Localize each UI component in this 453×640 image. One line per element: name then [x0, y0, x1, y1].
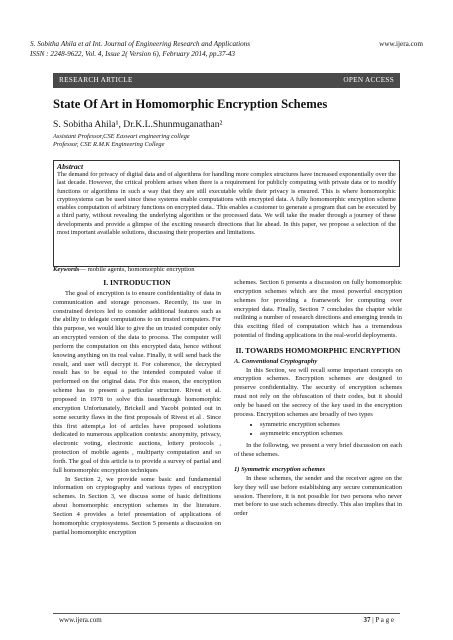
- abstract-heading: Abstract: [57, 162, 84, 171]
- article-type-label: RESEARCH ARTICLE: [59, 76, 133, 84]
- section-1-heading: I. INTRODUCTION: [103, 278, 171, 287]
- keywords-label: Keywords: [53, 266, 80, 273]
- keywords-line: [53, 266, 195, 273]
- subsection-1-heading: 1) Symmetric encryption schemes: [234, 466, 326, 474]
- right-column: [234, 279, 402, 519]
- symmetric-paragraph: In these schemes, the sender and the receiver agree on the key they will use before establishing any secure communication session. Therefore, it is not possible for two persons who never met before to use such schemes directly. This also implies that in order: [234, 474, 402, 518]
- subsection-a-paragraph: In this Section, we will recall some important concepts on encryption schemes. Encryption schemes are designed to preserve confidentiality. The security of encryption schemes must not rely on the obfuscation of their codes, but it should only be based on the secrecy of the key used in the encryption process. Encryption schemes are broadly of two types: [234, 366, 402, 418]
- affiliation-1: Assistant Professor,CSE Easwari engineering college: [53, 133, 190, 140]
- journal-website: www.ijera.com: [379, 40, 423, 48]
- journal-citation-line2: ISSN : 2248-9622, Vol. 4, Issue 2( Version 6), February 2014, pp.37-43: [30, 50, 236, 58]
- subsection-a-heading: A. Conventional Cryptography: [234, 357, 318, 365]
- following-paragraph: In the following, we present a very brief discussion on each of these schemes.: [234, 442, 402, 459]
- paper-authors: S. Sobitha Ahila¹, Dr.K.L.Shunmuganathan²: [53, 119, 223, 130]
- abstract-box: [53, 160, 400, 267]
- left-column: [53, 279, 221, 537]
- open-access-label: OPEN ACCESS: [343, 76, 394, 84]
- intro-paragraph-1: The goal of encryption is to ensure confidentiality of data in communication and storage processes. Recently, its use in constrained devices led to consider additional features such as the ability to delegate computations to un trusted computers. For this purpose, we would like to give the un trusted computer only an encrypted version of the data to process. The computer will perform the computation on this encrypted data, hence without knowing anything on its real value. Finally, it will send back the result, and user will decrypt it. For coherence, the decrypted result has to be equal to the intended computed value if performed on the original data. For this reason, the encryption scheme has to present a particular structure. Rivest et al. proposed in 1978 to solve this issuethrough homomorphic encryption Unfortunately, Brickell and Yacobi pointed out in some security flaws in the first proposals of Rivest et al . Since this first attempt,a lot of articles have proposed solutions dedicated to numerous application contexts: anonymity, privacy, electronic voting, electronic auctions, lottery protocols , protection of mobile agents , multiparty computation and so forth. The goal of this article is to provide a survey of partial and full homomorphic encryption techniques: [53, 289, 221, 474]
- affiliation-2: Professor, CSE R.M.K Engineering College: [53, 141, 165, 148]
- journal-citation-line1: S. Sobitha Ahila et al Int. Journal of Engineering Research and Applications: [30, 40, 251, 48]
- list-item: • symmetric encryption schemes: [260, 421, 402, 430]
- article-type-banner: [53, 73, 400, 88]
- list-item: • asymmetric encryption schemes: [260, 430, 402, 439]
- intro-paragraph-2: In Section 2, we provide some basic and fundamental information on cryptography and various types of encryption schemes. In Section 3, we discuss some of basic definitions about homomorphic encryption schemes in the literature. Section 4 provides a brief presentation of applications of homomorphic cryptosystems. Section 5 presents a discussion on partial homomorphic encryption: [53, 475, 221, 536]
- page-label: | P a g e: [370, 616, 394, 624]
- keywords-separator: —: [79, 266, 86, 273]
- footer-website: www.ijera.com: [59, 616, 102, 624]
- page-footer: [53, 613, 400, 624]
- abstract-text: The demand for privacy of digital data and of algorithms for handling more complex structures have increased exponentially over the last decade. However, the critical problem arises when there is a requirement for publicly computing with private data or to modify functions or algorithms in such a way that they are still executable while their privacy is ensured. This is where homomorphic cryptosystems can be used since these systems enable computations with encrypted data. A fully homomorphic encryption scheme enables computation of arbitrary functions on encrypted data.. This enables a customer to generate a program that can be executed by a third party, without revealing the underlying algorithm or the processed data. We will take the reader through a journey of these developments and provide a glimpse of the exciting research directions that lie ahead. In this paper, we propose a selection of the most important available solutions, discussing their properties and limitations.: [57, 171, 396, 237]
- page-number-value: 37: [363, 616, 371, 624]
- intro-paragraph-continued: schemes. Section 6 presents a discussion on fully homomorphic encryption schemes which are the most powerful encryption schemes for providing a framework for computing over encrypted data. Finally, Section 7 concludes the chapter while outlining a number of research directions and emerging trends in this exciting filed of computation which has a tremendous potential of finding applications in the real-world deployments.: [234, 279, 402, 340]
- page-number: [364, 616, 395, 624]
- affiliations: [53, 133, 190, 149]
- keywords-text: mobile agents, homomorphic encryption: [85, 266, 195, 273]
- encryption-types-list: [234, 421, 402, 439]
- paper-title: State Of Art in Homomorphic Encryption Schemes: [53, 97, 328, 111]
- section-2-heading: II. TOWARDS HOMOMORPHIC ENCRYPTION: [235, 345, 401, 355]
